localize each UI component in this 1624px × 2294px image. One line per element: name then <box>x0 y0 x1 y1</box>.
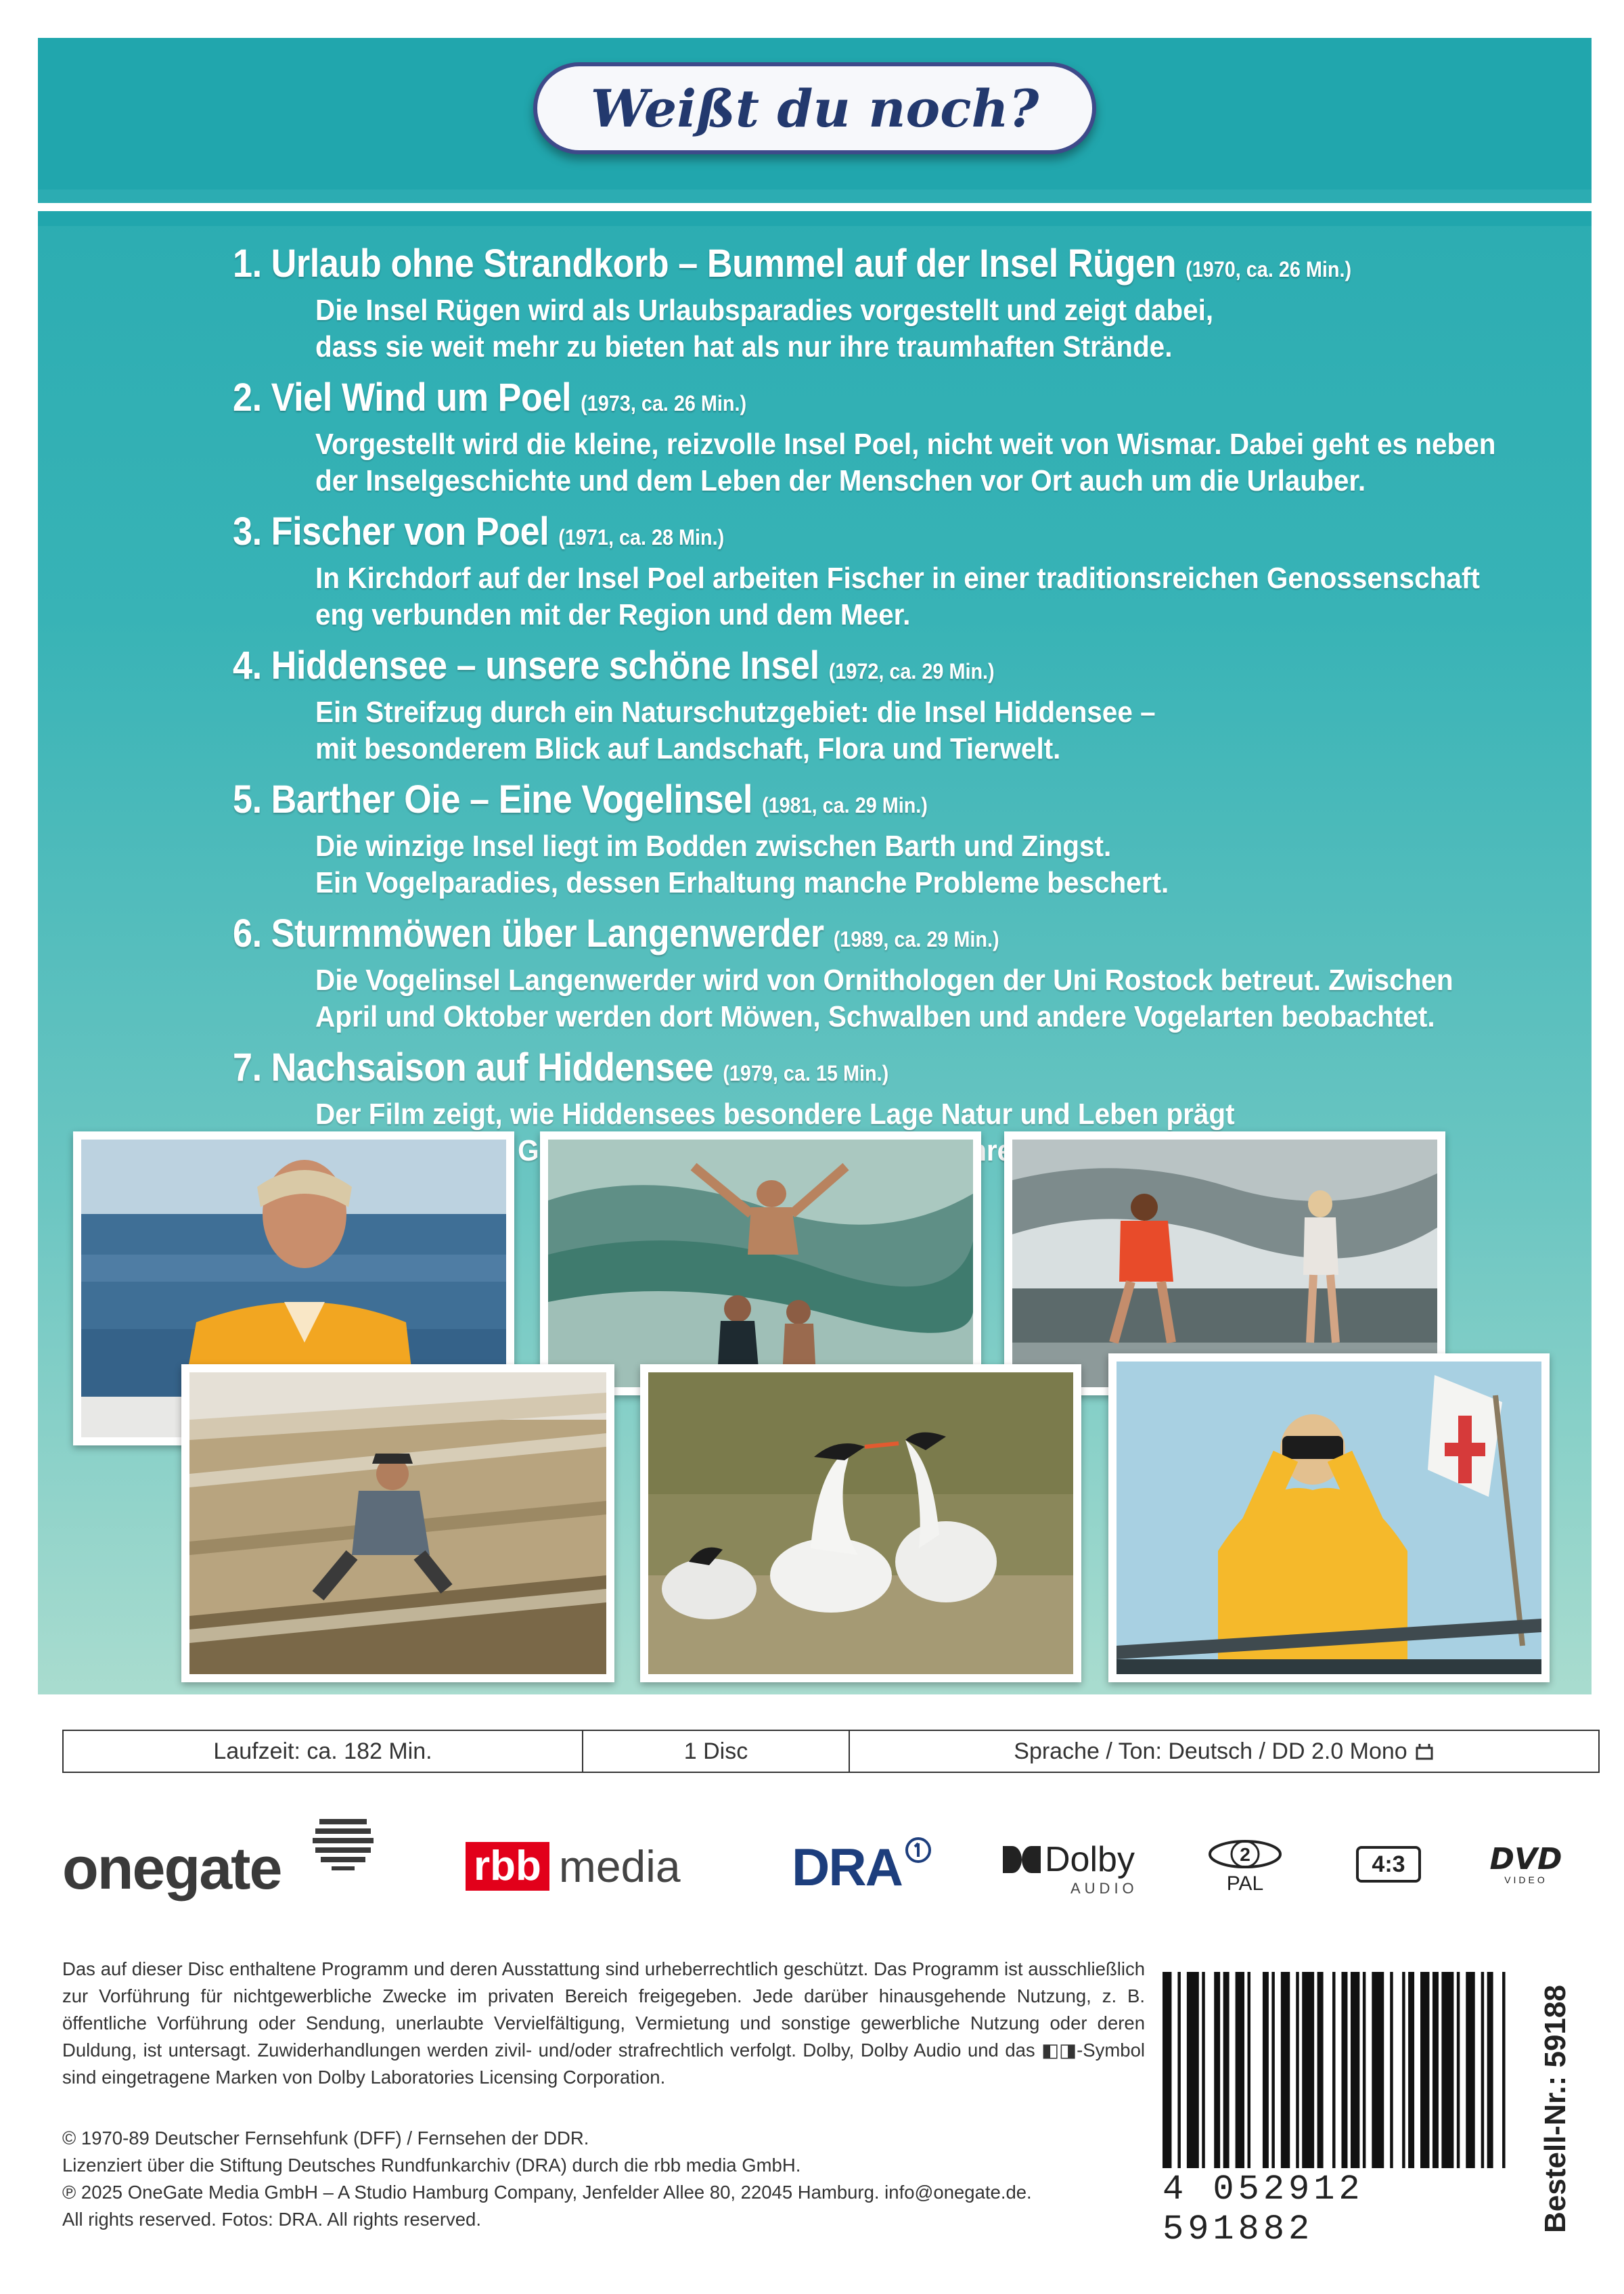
order-number: Bestell-Nr.: 59188 <box>1539 1985 1572 2233</box>
episode-list <box>233 241 1573 1179</box>
episode-meta: (1989, ca. 29 Min.) <box>833 927 999 951</box>
episode-title: 2. Viel Wind um Poel <box>233 376 572 420</box>
photo-birdwatcher-with-binoculars <box>1108 1353 1550 1682</box>
header-divider <box>38 203 1592 211</box>
barcode-bar <box>1363 1972 1366 2168</box>
photo-terns-on-grass <box>640 1364 1081 1682</box>
credits-block <box>62 2125 1172 2233</box>
legal-notice: Das auf dieser Disc enthaltene Programm und deren Ausstattung sind urheberrechtlich geschützt. Das Programm ist ausschließlich zur Vorführung für nichtgewerbliche Zwecke im privaten Bereich freigegeben. Jede darüber hinausgehende Nutzung, z. B. öffentliche Vorführung oder Sendung, unerlaubte Vervielfältigung, Vermietung und sonstige gewerbliche Nutzung oder deren Duldung, ist untersagt. Zuwiderhandlungen werden zivil- und/oder strafrechtlich verfolgt. Dolby, Dolby Audio und das ◧◨-Symbol sind eingetragene Marken von Dolby Laboratories Licensing Corporation. <box>62 1958 1145 2088</box>
episode-item <box>233 911 1573 1035</box>
episode-item <box>233 375 1573 499</box>
dra-logo: DRA <box>792 1837 932 1898</box>
mono-speaker-icon <box>1414 1741 1435 1761</box>
credit-line: Lizenziert über die Stiftung Deutsches Rundfunkarchiv (DRA) durch die rbb media GmbH. <box>62 2155 801 2176</box>
episode-description: Die Insel Rügen wird als Urlaubsparadies vorgestellt und zeigt dabei, <box>315 294 1214 327</box>
barcode-bar <box>1433 1972 1439 2168</box>
discs-cell <box>583 1731 850 1772</box>
language-text: Sprache / Ton: Deutsch / DD 2.0 Mono <box>1014 1738 1407 1764</box>
episode-title: 4. Hiddensee – unsere schöne Insel <box>233 644 819 688</box>
barcode-bar <box>1408 1972 1414 2168</box>
episode-title: 3. Fischer von Poel <box>233 510 549 554</box>
barcode-bar <box>1317 1972 1324 2168</box>
onegate-logo: onegate <box>62 1834 281 1903</box>
barcode-bar <box>1187 1972 1199 2168</box>
cover-panel <box>38 38 1592 1694</box>
photo-thatcher-on-roof <box>181 1364 614 1682</box>
episode-meta: (1970, ca. 26 Min.) <box>1186 257 1352 282</box>
barcode-bar <box>1202 1972 1204 2168</box>
logo-row <box>62 1820 1592 1922</box>
barcode-bar <box>1351 1972 1359 2168</box>
rbb-media-logo: rbb media <box>466 1841 681 1892</box>
episode-description: Die winzige Insel liegt im Bodden zwischen Barth und Zingst. <box>315 830 1112 863</box>
barcode-bar <box>1214 1972 1220 2168</box>
episode-description: Die Vogelinsel Langenwerder wird von Ornithologen der Uni Rostock betreut. Zwischen <box>315 964 1453 997</box>
barcode-bar <box>1441 1972 1453 2168</box>
dolby-icon <box>1003 1846 1041 1873</box>
series-title: Weißt du noch? <box>590 78 1039 139</box>
barcode-number: 4 052912 591882 <box>1163 2169 1364 2249</box>
episode-title: 1. Urlaub ohne Strandkorb – Bummel auf der Insel Rügen <box>233 242 1177 286</box>
episode-meta: (1971, ca. 28 Min.) <box>558 525 725 549</box>
episode-description: ihrem <box>962 1134 1037 1167</box>
episode-meta: (1981, ca. 29 Min.) <box>761 793 928 817</box>
credit-line: All rights reserved. Fotos: DRA. All rights reserved. <box>62 2209 481 2230</box>
episode-description: der Inselgeschichte und dem Leben der Menschen vor Ort auch um die Urlauber. <box>315 464 1366 497</box>
episode-title: 7. Nachsaison auf Hiddensee <box>233 1045 714 1089</box>
title-badge <box>533 62 1096 154</box>
onegate-sphere-icon <box>313 1814 374 1874</box>
discs-text: 1 Disc <box>683 1738 748 1764</box>
episode-title: 6. Sturmmöwen über Langenwerder <box>233 912 824 955</box>
episode-description: Der Film zeigt, wie Hiddensees besondere Lage Natur und Leben prägt <box>315 1098 1235 1131</box>
barcode-bar <box>1372 1972 1384 2168</box>
episode-description: Ein Streifzug durch ein Naturschutzgebiet: die Insel Hiddensee – <box>315 696 1156 729</box>
barcode-bar <box>1341 1972 1347 2168</box>
episode-description: eng verbunden mit der Region und dem Meer. <box>315 598 911 631</box>
barcode-bar <box>1332 1972 1335 2168</box>
region-2-globe-icon <box>1208 1839 1282 1869</box>
episode-description: April und Oktober werden dort Möwen, Schwalben und andere Vogelarten beobachtet. <box>315 1000 1435 1033</box>
episode-meta: (1972, ca. 29 Min.) <box>828 659 995 683</box>
barcode-bar <box>1163 1972 1171 2168</box>
aspect-ratio-logo: 4:3 <box>1356 1846 1421 1883</box>
barcode-bar <box>1402 1972 1405 2168</box>
ard-one-icon <box>905 1837 932 1864</box>
episode-item <box>233 643 1573 767</box>
dolby-audio-logo: Dolby AUDIO <box>1003 1839 1138 1897</box>
barcode-bar <box>1177 1972 1180 2168</box>
barcode <box>1163 1972 1514 2168</box>
info-bar <box>62 1730 1600 1773</box>
runtime-text: Laufzeit: ca. 182 Min. <box>213 1738 432 1764</box>
episode-description: Ein Vogelparadies, dessen Erhaltung manche Probleme beschert. <box>315 866 1169 899</box>
barcode-bar <box>1481 1972 1484 2168</box>
barcode-bar <box>1263 1972 1269 2168</box>
barcode-bar <box>1236 1972 1244 2168</box>
photo-swimmers-in-surf <box>540 1131 981 1395</box>
dvd-video-logo: DVD VIDEO <box>1489 1842 1562 1885</box>
episode-description: dass sie weit mehr zu bieten hat als nur ihre traumhaften Strände. <box>315 330 1173 363</box>
barcode-bar <box>1296 1972 1299 2168</box>
credit-line: © 1970-89 Deutscher Fernsehfunk (DFF) / Fernsehen der DDR. <box>62 2128 589 2149</box>
barcode-bar <box>1223 1972 1230 2168</box>
barcode-bar <box>1420 1972 1429 2168</box>
barcode-bar <box>1502 1972 1505 2168</box>
barcode-bar <box>1466 1972 1474 2168</box>
episode-title: 5. Barther Oie – Eine Vogelinsel <box>233 778 752 822</box>
episode-description: In Kirchdorf auf der Insel Poel arbeiten Fischer in einer traditionsreichen Genossenschaft <box>315 562 1480 595</box>
barcode-bar <box>1302 1972 1314 2168</box>
episode-meta: (1979, ca. 15 Min.) <box>723 1061 889 1085</box>
barcode-bar <box>1457 1972 1460 2168</box>
episode-meta: (1973, ca. 26 Min.) <box>581 391 747 415</box>
pal-logo: 2 PAL <box>1204 1839 1286 1895</box>
header-bar <box>38 38 1592 189</box>
barcode-bar <box>1281 1972 1290 2168</box>
language-cell <box>850 1731 1598 1772</box>
barcode-bar <box>1248 1972 1250 2168</box>
svg-text:2: 2 <box>1240 1844 1250 1865</box>
episode-item <box>233 777 1573 901</box>
header-bar-lower <box>38 211 1592 226</box>
credit-line: ℗ 2025 OneGate Media GmbH – A Studio Hamburg Company, Jenfelder Allee 80, 22045 Hamburg. info@onegate.de. <box>62 2182 1032 2203</box>
episode-item <box>233 509 1573 633</box>
episode-description: mit besonderem Blick auf Landschaft, Flora und Tierwelt. <box>315 732 1061 765</box>
episode-description: Vorgestellt wird die kleine, reizvolle Insel Poel, nicht weit von Wismar. Dabei geht es neben <box>315 428 1496 461</box>
runtime-cell <box>64 1731 583 1772</box>
barcode-bar <box>1271 1972 1274 2168</box>
barcode-bar <box>1390 1972 1393 2168</box>
barcode-bar <box>1487 1972 1493 2168</box>
episode-item <box>233 241 1573 365</box>
